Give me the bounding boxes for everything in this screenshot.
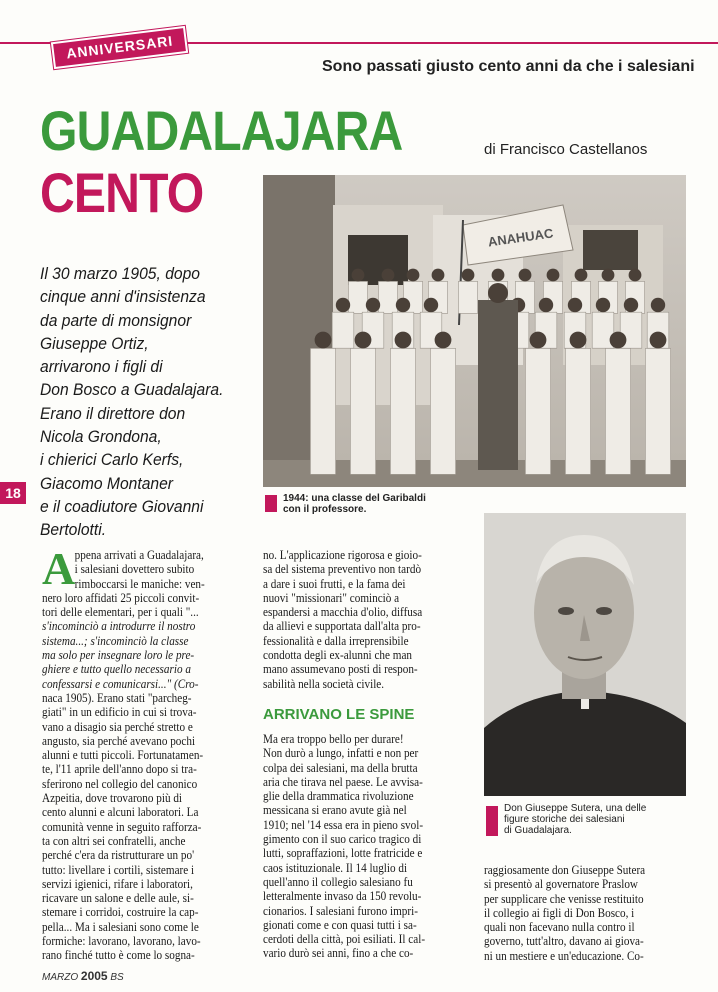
body-line: il collegio ai figli di Don Bosco, i [484,904,635,920]
body-line: quell'anno il collegio salesiano fu [263,873,413,889]
group-photo [263,175,686,487]
tagline: Sono passati giusto cento anni da che i salesiani [322,58,695,75]
body-line: governo, tutt'altro, davano ai giova- [484,933,644,949]
body-line: si presentò al governatore Praslow [484,876,638,892]
body-line: condotta degli ex-alunni che man [263,647,413,663]
banner-text: ANAHUAC [486,225,555,250]
body-line: Non durò a lungo, infatti e non per [263,745,419,761]
body-column-2 [263,548,444,961]
body-line: messicana si erano avute già nel [263,802,407,818]
body-line: ta con altri sei confratelli, anche [42,832,186,848]
body-line: tutto: livellare i cortili, sistemare i [42,861,195,877]
body-line: nero loro affidati 25 piccoli convit- [42,589,200,605]
caption-line: figure storiche dei salesiani [504,814,625,825]
body-column-3 [484,863,659,963]
caption-line: Don Giuseppe Sutera, una delle [504,803,647,814]
footer-year: 2005 [80,969,108,983]
body-line: lutti, sopraffazioni, lotte fratricide e [263,845,423,861]
body-line: ma solo per insegnare loro le pre- [42,647,195,663]
subheading: ARRIVANO LE SPINE [263,706,415,723]
body-line: mano assumevano posti di respon- [263,661,418,677]
drop-cap: A [42,543,76,594]
body-line: glie della drammatica rivoluzione [263,788,414,804]
body-line: rano finché tutto è come lo sogna- [42,947,195,963]
caption-line: 1944: una classe del Garibaldi [283,493,426,504]
body-line: ricavare un salone e delle aule, si- [42,890,194,906]
body-line: ghiere e tutto quello necessario a [42,661,191,677]
body-line: ppena arrivati a Guadalajara, [74,547,204,562]
photo-caption-2 [504,803,646,836]
body-line: colpa dei salesiani, ma della brutta [263,759,418,775]
title-line-1: GUADALAJARA [40,99,403,162]
lead-line: Giacomo Montaner [40,473,174,493]
body-line: comunità venne in seguito rafforza- [42,818,202,834]
body-line: alunni e tutti piccoli. Fortunatamen- [42,747,204,763]
footer-magazine: BS [110,972,124,983]
title-line-2: CENTO [40,161,204,224]
body-line: da allievi e supportata dall'alta pro- [263,618,421,634]
body-line: vario durò sei anni, fino a che co- [263,945,414,961]
body-line: te, l'11 aprile dell'anno dopo si tra- [42,761,197,777]
page-footer [42,969,124,983]
body-line: pella... Ma i salesiani sono come le [42,918,199,934]
body-line: formiche: lavorano, lavorano, lavo- [42,933,201,949]
body-line: a dare i suoi frutti, e la fama dei [263,575,406,591]
body-line: nuovi "missionari" cominciò a [263,589,400,605]
body-line: confessarsi e comunicarsi..." (Cro- [42,675,199,691]
lead-line: Nicola Grondona, [40,427,162,447]
body-line: sistema...; s'incominciò la classe [42,632,189,648]
lead-line: Giuseppe Ortiz, [40,333,149,353]
body-line: gionati come e con quasi tutti i sa- [263,916,417,932]
author-byline: di Francisco Castellanos [484,141,648,158]
lead-line: da parte di monsignor [40,310,192,330]
page-number: 18 [0,482,26,504]
body-line: espandersi a macchia d'olio, diffusa [263,604,423,620]
body-line: stemare i corridoi, costruire la cap- [42,904,199,920]
lead-line: arrivarono i figli di [40,357,163,377]
body-line: i salesiani dovettero subito [74,561,195,577]
body-line: per supplicare che venisse restituito [484,890,644,906]
body-line: servizi igienici, rifare i laboratori, [42,875,193,891]
body-column-1 [42,543,223,963]
body-line: angusto, sia perché avevano pochi [42,732,196,748]
body-line: sa del sistema preventivo non tardò [263,561,422,577]
lead-line: Erano il direttore don [40,403,186,423]
body-line: sferirono nel collegio del canonico [42,775,198,791]
body-line: perché c'era da ristrutturare un po' [42,847,195,863]
body-line: aria che tirava nel paese. Le avvisa- [263,773,423,789]
body-line: cionarios. I salesiani furono impri- [263,902,418,918]
portrait-photo [484,513,686,796]
body-line: cerdoti della città, poi esiliati. Il cal- [263,931,426,947]
body-line: naca 1905). Erano stati "parcheg- [42,689,192,705]
body-line: s'incominciò a introdurre il nostro [42,618,196,634]
lead-line: Don Bosco a Guadalajara. [40,380,224,400]
body-line: tori delle elementari, per i quali "... [42,604,199,620]
body-line: rimboccarsi le maniche: ven- [74,575,205,591]
body-line: ni un mestiere e un'educazione. Co- [484,947,644,963]
body-line: gimento con il suo carico tragico di [263,831,422,847]
photo-caption-1 [283,493,426,515]
body-line: sabilità nella società civile. [263,675,385,691]
body-line: fessionalità e dalla irreprensibile [263,632,409,648]
caption-marker [486,806,498,836]
lead-line: cinque anni d'insistenza [40,287,206,307]
body-line: Azpeitia, dove trovarono più di [42,790,183,806]
body-line: 1910; nel '14 essa era in pieno svol- [263,816,424,832]
body-line: no. L'applicazione rigorosa e gioio- [263,547,422,562]
body-line: caos istituzionale. Il 14 luglio di [263,859,408,875]
body-line: vano a disagio sia perché stretto e [42,718,193,734]
caption-line: con il professore. [283,504,367,515]
footer-month: MARZO [42,972,79,983]
lead-line: i chierici Carlo Kerfs, [40,450,184,470]
lead-line: Il 30 marzo 1905, dopo [40,264,200,283]
lead-paragraph [40,262,250,542]
lead-line: e il coadiutore Giovanni [40,496,204,516]
caption-line: di Guadalajara. [504,825,572,836]
body-line: giati" in un edificio in cui si trova- [42,704,197,720]
body-line: raggiosamente don Giuseppe Sutera [484,862,646,877]
body-line: quali non facevano nulla contro il [484,919,635,935]
caption-marker [265,495,277,512]
lead-line: Bertolotti. [40,520,107,540]
section-tag: ANNIVERSARI [51,26,189,69]
body-line: Ma era troppo bello per durare! [263,730,404,746]
body-line: letteralmente invaso da 150 revolu- [263,888,422,904]
body-line: cento alunni e alcuni laboratori. La [42,804,199,820]
